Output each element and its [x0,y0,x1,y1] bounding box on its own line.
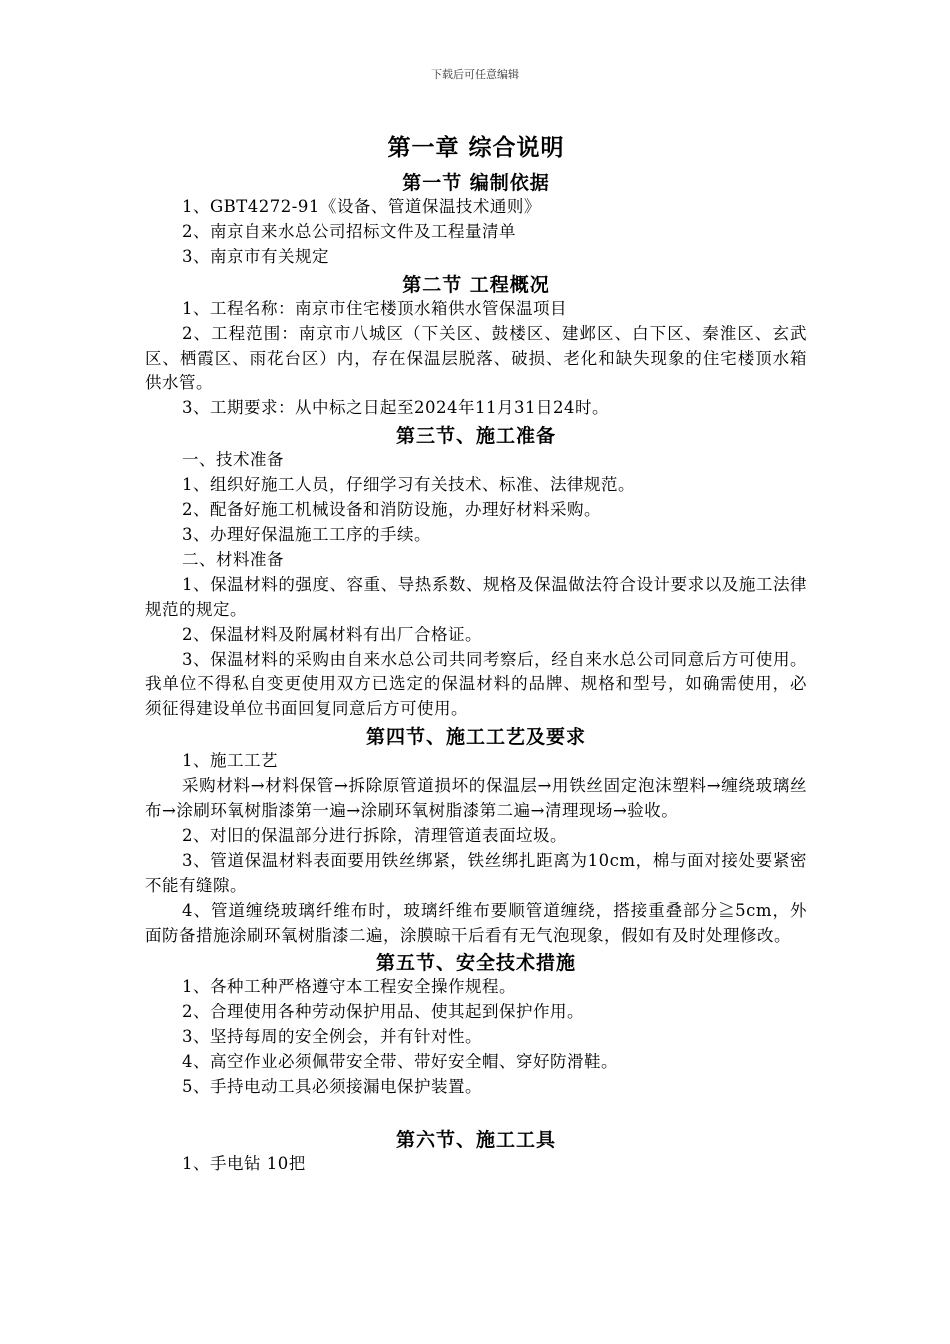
paragraph: 1、保温材料的强度、容重、导热系数、规格及保温做法符合设计要求以及施工法律规范的规定。 [145,574,807,619]
paragraph: 3、保温材料的采购由自来水总公司共同考察后，经自来水总公司同意后方可使用。我单位不得私自变更使用双方已选定的保温材料的品牌、规格和型号，如确需使用，必须征得建设单位书面回复同意后方可使用。 [145,649,807,719]
paragraph: 3、坚持每周的安全例会，并有针对性。 [182,1027,482,1047]
section-preparation [145,424,807,722]
paragraph: 2、配备好施工机械设备和消防设施，办理好材料采购。 [182,500,601,520]
paragraph: 1、组织好施工人员，仔细学习有关技术、标准、法律规范。 [182,475,635,495]
paragraph: 3、工期要求：从中标之日起至2024年11月31日24时。 [182,398,609,418]
paragraph: 1、手电钻 10把 [182,1154,306,1173]
page-header: 下载后可任意编辑 [431,68,519,81]
section-title: 第二节 工程概况 [402,273,550,296]
section-title: 第四节、施工工艺及要求 [365,726,586,749]
paragraph: 4、高空作业必须佩带安全带、带好安全帽、穿好防滑鞋。 [182,1052,618,1072]
section-overview [145,273,807,422]
chapter-title: 第一章 综合说明 [387,134,565,161]
paragraph: 采购材料→材料保管→拆除原管道损坏的保温层→用铁丝固定泡沫塑料→缠绕玻璃丝布→涂刷环氧树脂漆第一遍→涂刷环氧树脂漆第二遍→清理现场→验收。 [145,776,807,821]
paragraph: 2、保温材料及附属材料有出厂合格证。 [182,624,482,644]
section-title: 第一节 编制依据 [402,172,550,194]
paragraph: 一、技术准备 [182,450,284,470]
paragraph: 3、办理好保温施工工序的手续。 [182,524,431,544]
paragraph: 3、管道保温材料表面要用铁丝绑紧，铁丝绑扎距离为10cm，棉与面对接处要紧密不能有缝隙。 [145,850,807,895]
paragraph: 5、手持电动工具必须接漏电保护装置。 [182,1077,482,1097]
section-safety [145,951,807,1100]
document-body [145,128,807,1177]
paragraph: 2、南京自来水总公司招标文件及工程量清单 [182,221,516,241]
paragraph: 2、合理使用各种劳动保护用品、使其起到保护作用。 [182,1002,584,1022]
paragraph: 1、工程名称：南京市住宅楼顶水箱供水管保温项目 [182,298,567,318]
section-title: 第三节、施工准备 [395,425,556,448]
section-basis [145,171,807,270]
paragraph: 1、GBT4272-91《设备、管道保温技术通则》 [182,197,541,216]
paragraph: 3、南京市有关规定 [182,246,329,266]
section-title: 第五节、安全技术措施 [375,952,576,975]
paragraph: 2、对旧的保温部分进行拆除，清理管道表面垃圾。 [182,825,567,845]
paragraph: 1、施工工艺 [182,751,278,771]
section-process [145,725,807,948]
paragraph: 2、工程范围：南京市八城区（下关区、鼓楼区、建邺区、白下区、秦淮区、玄武区、栖霞区、雨花台区）内，存在保温层脱落、破损、老化和缺失现象的住宅楼顶水箱供水管。 [145,323,807,393]
section-tools [145,1128,807,1177]
paragraph: 二、材料准备 [182,549,284,569]
paragraph: 4、管道缠绕玻璃纤维布时，玻璃纤维布要顺管道缠绕，搭接重叠部分≧5cm，外面防备措施涂刷环氧树脂漆二遍，涂膜晾干后看有无气泡现象，假如有及时处理修改。 [145,900,807,945]
section-title: 第六节、施工工具 [395,1129,556,1151]
paragraph: 1、各种工种严格遵守本工程安全操作规程。 [182,977,516,997]
